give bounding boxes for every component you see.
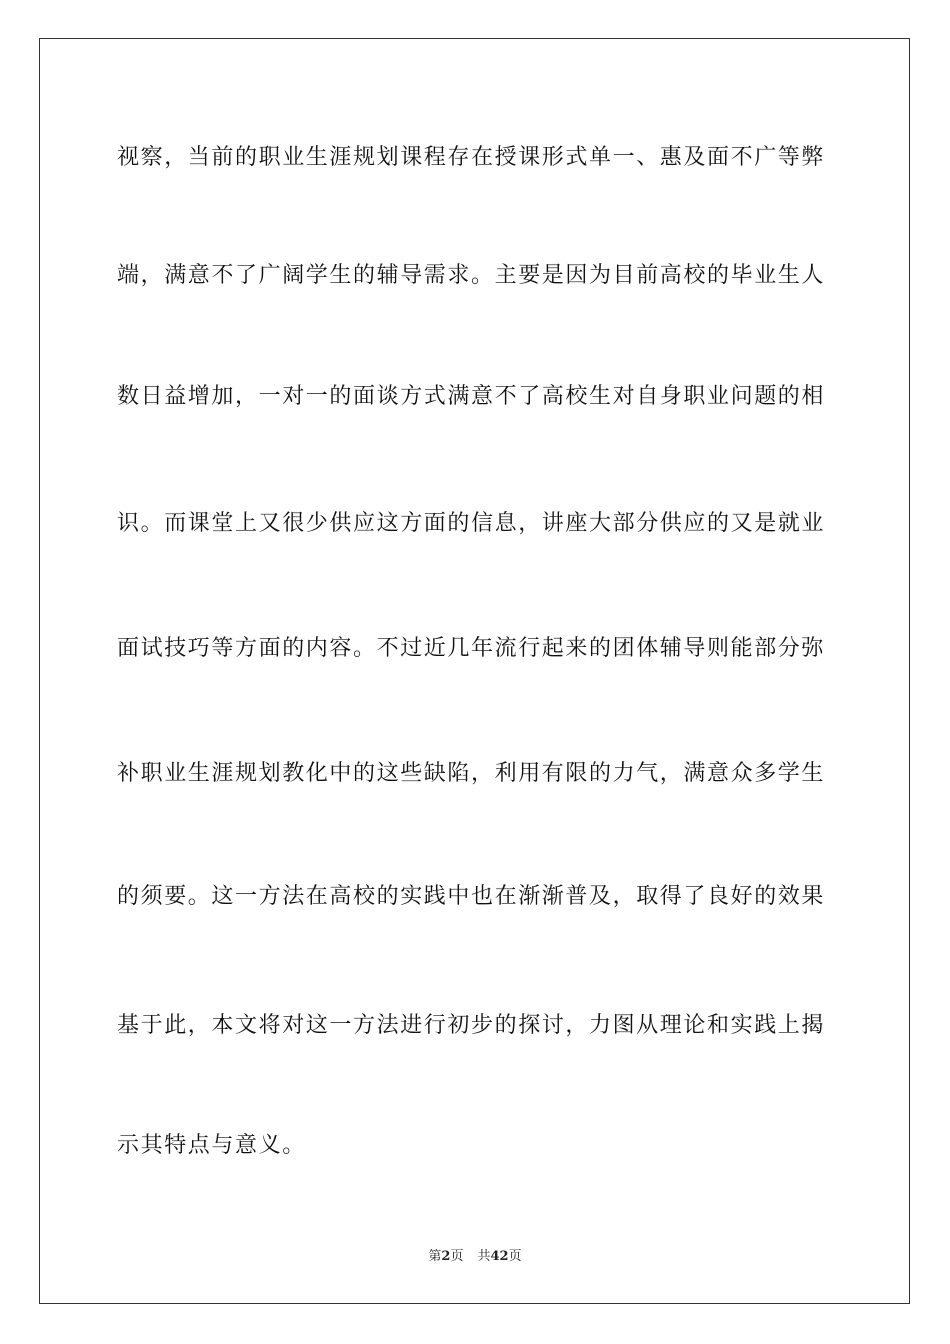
- text-line: 基于此，本文将对这一方法进行初步的探讨，力图从理论和实践上揭: [117, 1013, 826, 1038]
- page-total: 42: [490, 1249, 509, 1264]
- text-line: 示其特点与意义。: [117, 1133, 306, 1158]
- page-suffix: 页: [450, 1249, 464, 1264]
- text-line: 面试技巧等方面的内容。不过近几年流行起来的团体辅导则能部分弥: [117, 636, 826, 661]
- page-prefix: 第: [428, 1249, 442, 1264]
- text-line: 数日益增加，一对一的面谈方式满意不了高校生对自身职业问题的相: [117, 384, 826, 409]
- text-line: 视察，当前的职业生涯规划课程存在授课形式单一、惠及面不广等弊: [117, 145, 826, 170]
- text-line: 识。而课堂上又很少供应这方面的信息，讲座大部分供应的又是就业: [117, 511, 826, 536]
- text-line: 端，满意不了广阔学生的辅导需求。主要是因为目前高校的毕业生人: [117, 263, 826, 288]
- page-border: [39, 38, 910, 1304]
- page-current: 2: [441, 1249, 451, 1264]
- total-prefix: 共: [477, 1249, 491, 1264]
- text-line: 补职业生涯规划教化中的这些缺陷，利用有限的力气，满意众多学生: [117, 761, 826, 786]
- page-footer: [0, 1248, 950, 1266]
- total-suffix: 页: [508, 1249, 522, 1264]
- text-line: 的须要。这一方法在高校的实践中也在渐渐普及，取得了良好的效果: [117, 884, 826, 909]
